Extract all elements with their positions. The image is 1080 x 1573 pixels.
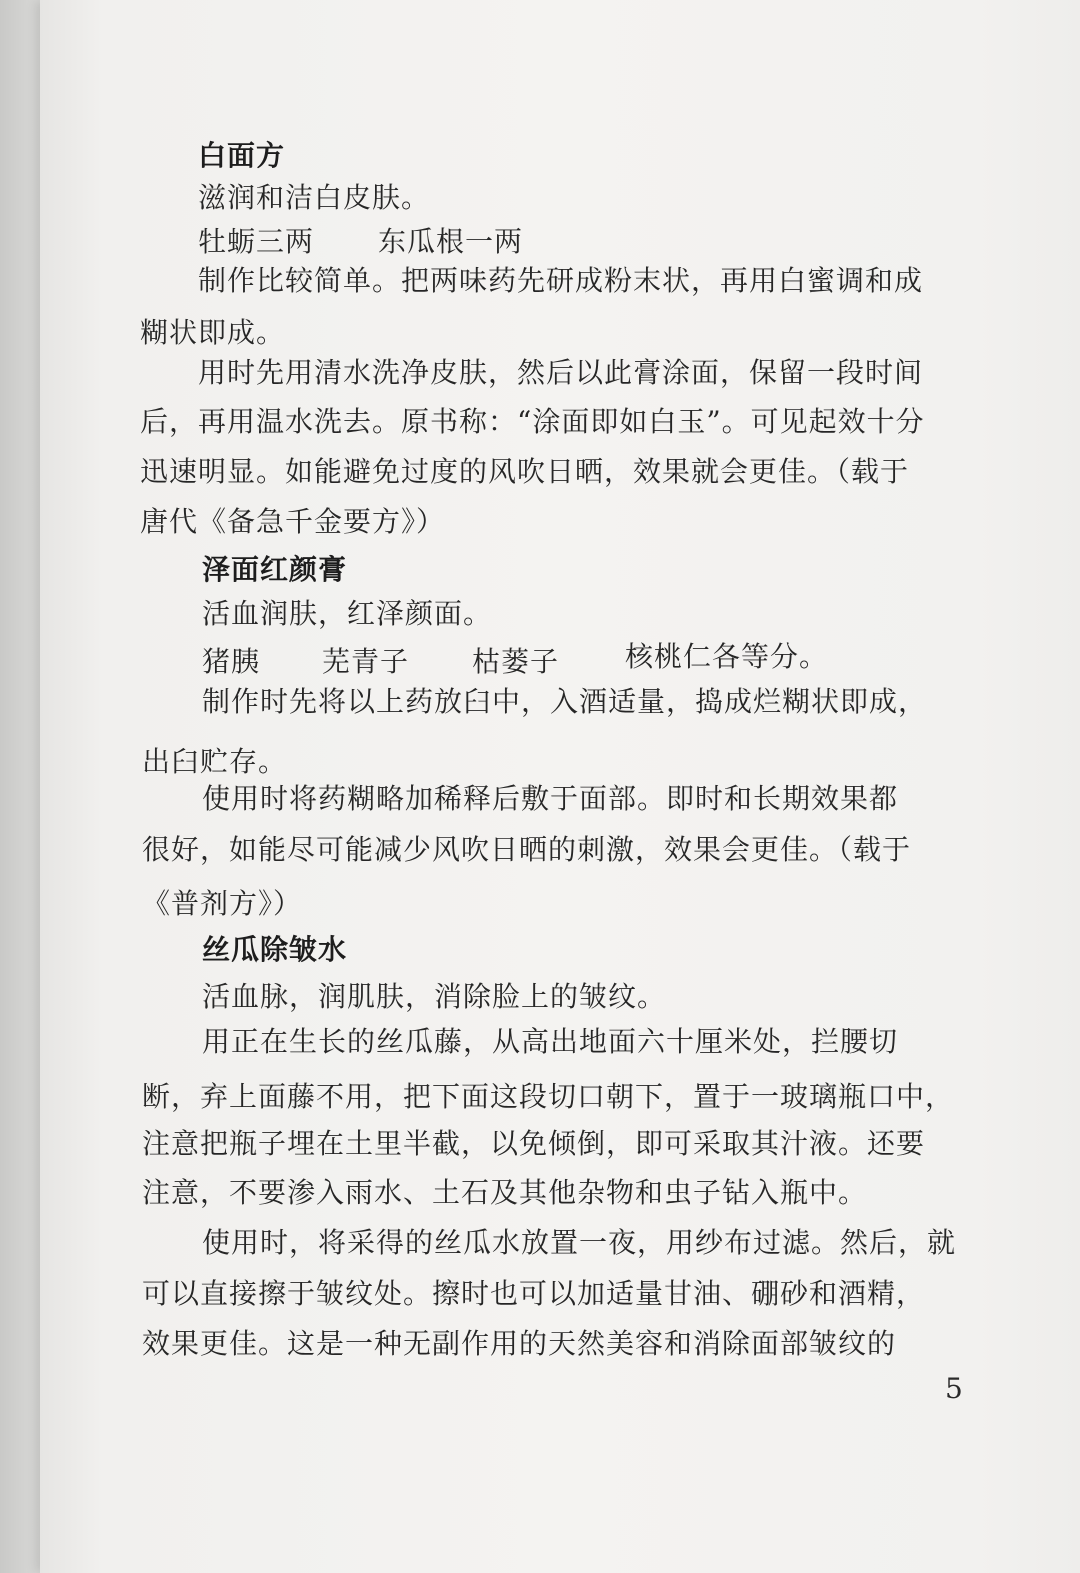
method-line: 用正在生长的丝瓜藤，从高出地面六十厘米处，拦腰切 (202, 1025, 899, 1058)
usage-line: 后，再用温水洗去。原书称：“涂面即如白玉”。可见起效十分 (140, 405, 925, 438)
usage-line: 使用时，将采得的丝瓜水放置一夜，用纱布过滤。然后，就 (202, 1226, 957, 1259)
usage-line: 使用时将药糊略加稀释后敷于面部。即时和长期效果都 (202, 782, 899, 815)
method-line: 糊状即成。 (140, 316, 286, 349)
ingredient: 枯蒌子 (472, 645, 560, 678)
book-page (40, 0, 1080, 1573)
usage-line: 唐代《备急千金要方》） (140, 505, 446, 538)
usage-line: 效果更佳。这是一种无副作用的天然美容和消除面部皱纹的 (142, 1327, 897, 1360)
ingredient: 芜青子 (322, 645, 410, 678)
usage-line: 可以直接擦于皱纹处。擦时也可以加适量甘油、硼砂和酒精， (142, 1277, 926, 1310)
usage-line: 迅速明显。如能避免过度的风吹日晒，效果就会更佳。（载于 (140, 455, 910, 488)
method-line: 注意，不要渗入雨水、土石及其他杂物和虫子钻入瓶中。 (142, 1176, 868, 1209)
ingredient: 牡蛎三两 (198, 225, 315, 258)
usage-line: 很好，如能尽可能减少风吹日晒的刺激，效果会更佳。（载于 (142, 833, 912, 866)
method-line: 制作比较简单。把两味药先研成粉末状，再用白蜜调和成 (198, 264, 924, 297)
page-number: 5 (945, 1372, 963, 1405)
section-effect: 活血脉，润肌肤，消除脸上的皱纹。 (202, 980, 667, 1013)
method-line: 制作时先将以上药放臼中，入酒适量，捣成烂糊状即成， (202, 685, 928, 718)
section-effect: 活血润肤，红泽颜面。 (202, 597, 493, 630)
page-left-margin (0, 0, 40, 1573)
method-line: 出臼贮存。 (142, 745, 288, 778)
ingredient: 猪胰 (202, 645, 261, 678)
section-title-sigua: 丝瓜除皱水 (202, 933, 348, 966)
section-title-zemianhongyangao: 泽面红颜膏 (202, 553, 348, 586)
section-effect: 滋润和洁白皮肤。 (198, 181, 431, 214)
ingredient: 东瓜根一两 (378, 225, 524, 258)
section-title-baimianfang: 白面方 (198, 139, 286, 172)
usage-line: 《普剂方》） (142, 887, 303, 920)
method-line: 注意把瓶子埋在土里半截，以免倾倒，即可采取其汁液。还要 (142, 1127, 926, 1160)
usage-line: 用时先用清水洗净皮肤，然后以此膏涂面，保留一段时间 (198, 356, 924, 389)
ingredient: 核桃仁各等分。 (625, 640, 829, 673)
method-line: 断，弃上面藤不用，把下面这段切口朝下，置于一玻璃瓶口中， (142, 1080, 955, 1113)
